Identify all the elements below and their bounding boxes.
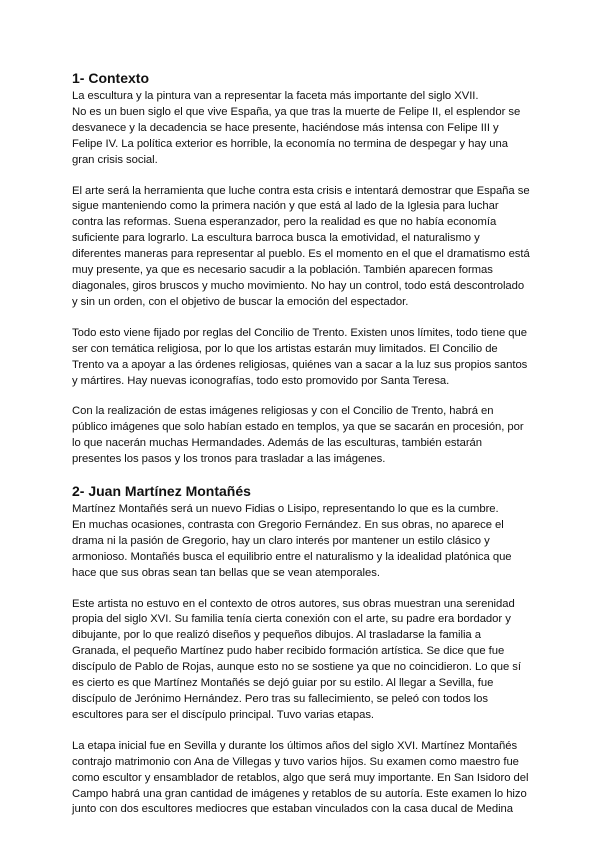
section-montanes bbox=[72, 483, 530, 818]
section-heading: 2- Juan Martínez Montañés bbox=[72, 483, 251, 500]
paragraph: El arte será la herramienta que luche contra esta crisis e intentará demostrar que España se sigue manteniendo como la primera nación y que está al lado de la Iglesia para luchar contra las reformas. Suena esperanzador, pero la realidad es que no había economía suficiente para lograrlo. La escultura barroca busca la emotividad, el naturalismo y diferentes maneras para representar al pueblo. Es el momento en el que el dramatismo está muy presente, ya que es necesario sacudir a la población. También aparecen formas diagonales, giros bruscos y mucho movimiento. No hay un control, todo está descontrolado y sin un orden, con el objetivo de buscar la emoción del espectador. bbox=[72, 184, 530, 308]
paragraph: La etapa inicial fue en Sevilla y durante los últimos años del siglo XVI. Martínez Montañés contrajo matrimonio con Ana de Villegas y tuvo varios hijos. Su examen como maestro fue como escultor y ensamblador de retablos, algo que será muy importante. En San Isidoro del Campo habrá una gran cantidad de imágenes y retablos de su autoría. Este examen lo hizo junto con dos escultores mediocres que estaban vinculados con la casa ducal de Medina bbox=[72, 739, 529, 816]
section-heading: 1- Contexto bbox=[72, 70, 149, 86]
paragraph: Con la realización de estas imágenes religiosas y con el Concilio de Trento, habrá en público imágenes que solo habían estado en templos, ya que se sacarán en procesión, por lo que nacerán muchas Hermandades. Además de las esculturas, también estarán presentes los pasos y los tronos para trasladar a las imágenes. bbox=[72, 405, 524, 466]
section-contexto bbox=[72, 70, 530, 468]
paragraph: Este artista no estuvo en el contexto de otros autores, sus obras muestran una serenidad propia del siglo XVI. Su familia tenía cierta conexión con el arte, su padre era bordador y dibujante, por lo que realizó diseños y pequeños dibujos. Al trasladarse la familia a Granada, el pequeño Martínez pudo haber recibido formación artística. Se dice que fue discípulo de Pablo de Rojas, aunque esto no se sostiene ya que no coincidieron. Lo que sí es cierto es que Martínez Montañés se dejó guiar por su estilo. Al llegar a Sevilla, fue discípulo de Jerónimo Hernández. Pero tras su fallecimiento, se peleó con todos los escultores para ser el discípulo principal. Tuvo varias etapas. bbox=[72, 597, 521, 721]
paragraph: La escultura y la pintura van a representar la faceta más importante del siglo XVII. No es un buen siglo el que vive España, ya que tras la muerte de Felipe II, el esplendor se desvanece y la decadencia se hace presente, haciéndose más intensa con Felipe III y Felipe IV. La política exterior es horrible, la economía no termina de despegar y hay una gran crisis social. bbox=[72, 90, 521, 166]
paragraph: Martínez Montañés será un nuevo Fidias o Lisipo, representando lo que es la cumbre. En muchas ocasiones, contrasta con Gregorio Fernández. En sus obras, no aparece el drama ni la pasión de Gregorio, hay un claro interés por mantener un estilo clásico y armonioso. Montañés busca el equilibrio entre el naturalismo y la idealidad platónica que hace que sus obras sean tan bellas que se vean atemporales. bbox=[72, 503, 512, 579]
paragraph: Todo esto viene fijado por reglas del Concilio de Trento. Existen unos límites, todo tiene que ser con temática religiosa, por lo que los artistas estarán muy limitados. El Concilio de Trento va a apoyar a las órdenes religiosas, quiénes van a sacar a la luz sus propios santos y mártires. Hay nuevas iconografías, todo esto promovido por Santa Teresa. bbox=[72, 326, 528, 387]
